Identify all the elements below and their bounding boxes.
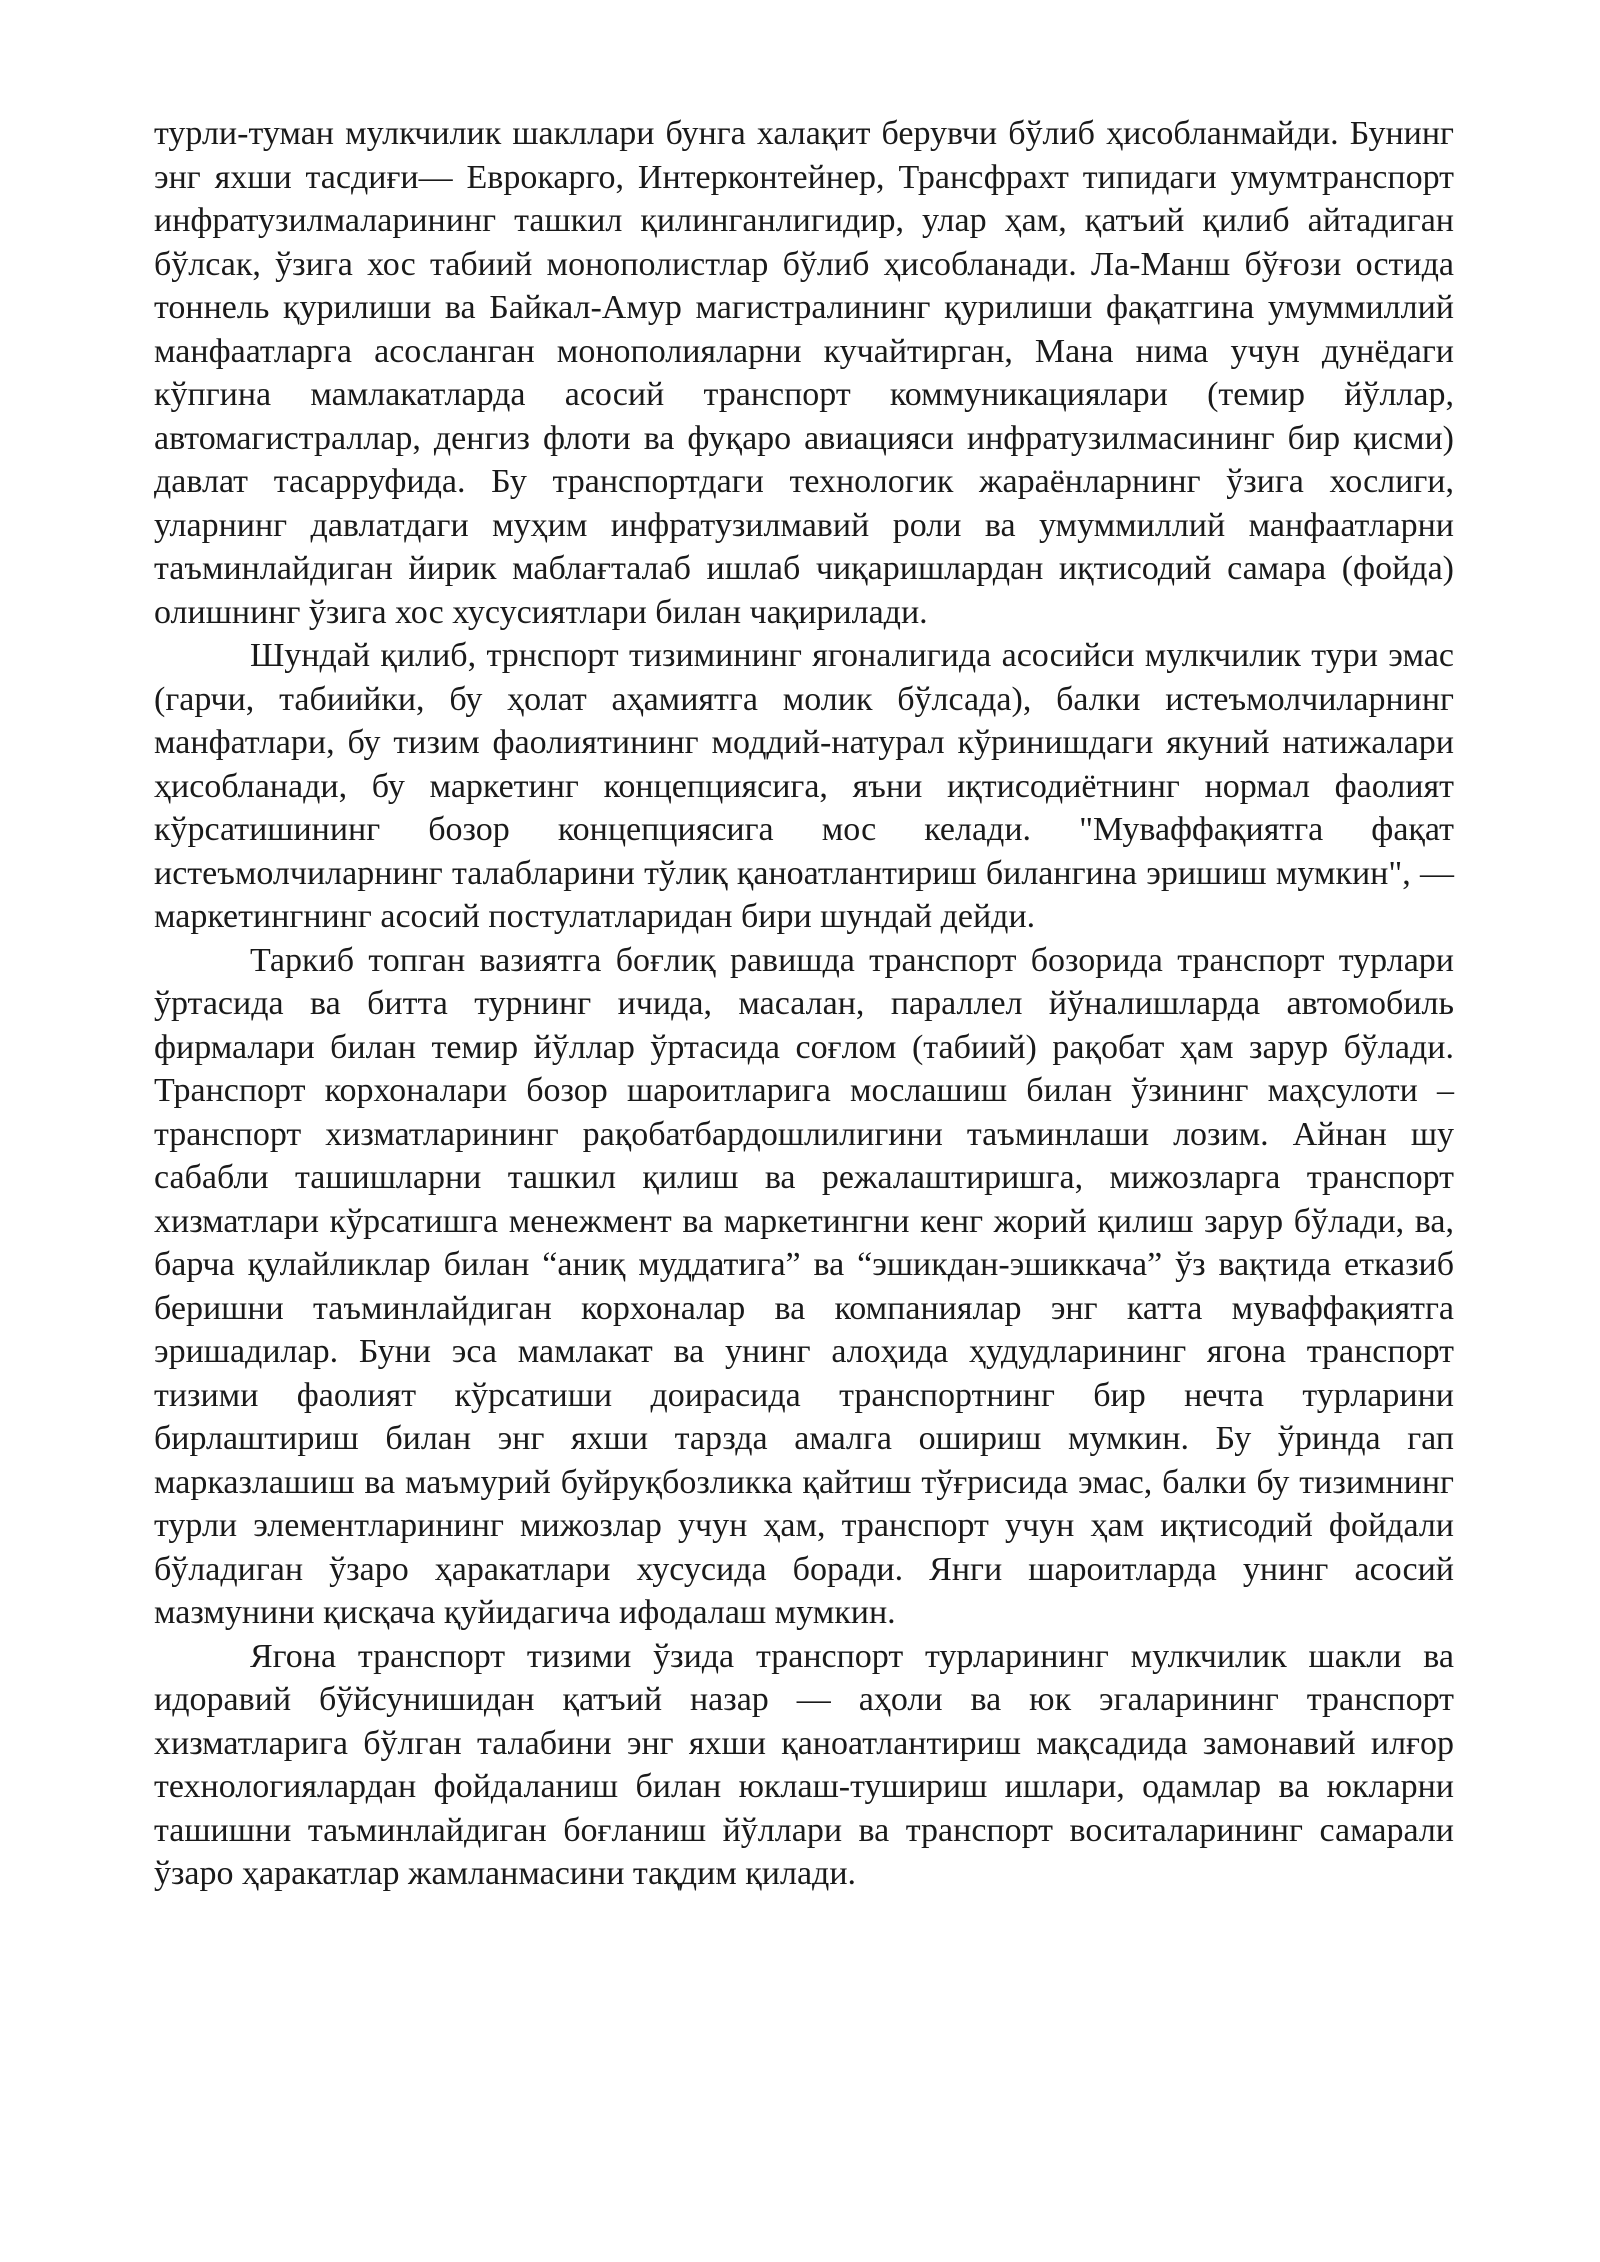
paragraph-4: Ягона транспорт тизими ўзида транспорт турларининг мулкчилик шакли ва идоравий бўйсунишидан қатъий назар — аҳоли ва юк эгаларининг транспорт хизматларига бўлган талабини энг яхши қаноатлантириш мақсадида замонавий илғор технологиялардан фойдаланиш билан юклаш-тушириш ишлари, одамлар ва юкларни ташишни таъминлайдиган боғланиш йўллари ва транспорт воситаларининг самарали ўзаро ҳаракатлар жамланмасини тақдим қилади. bbox=[154, 1637, 1454, 1892]
paragraph-3: Таркиб топган вазиятга боғлиқ равишда транспорт бозорида транспорт турлари ўртасида ва битта турнинг ичида, масалан, параллел йўналишларда автомобиль фирмалари билан темир йўллар ўртасида соғлом (табиий) рақобат ҳам зарур бўлади. Транспорт корхоналари бозор шароитларига мослашиш билан ўзининг маҳсулоти – транспорт хизматларининг рақобатбардошлилигини таъминлаши лозим. Айнан шу сабабли ташишларни ташкил қилиш ва режалаштиришга, мижозларга транспорт хизматлари кўрсатишга менежмент ва маркетингни кенг жорий қилиш зарур бўлади, ва, барча қулайликлар билан “аниқ муддатига” ва “эшикдан-эшиккача” ўз вақтида етказиб беришни таъминлайдиган корхоналар ва компаниялар энг катта муваффақиятга эришадилар. Буни эса мамлакат ва унинг алоҳида ҳудудларининг ягона транспорт тизими фаолият кўрсатиши доирасида транспортнинг бир нечта турларини бирлаштириш билан энг яхши тарзда амалга ошириш мумкин. Бу ўринда гап марказлашиш ва маъмурий буйруқбозликка қайтиш тўғрисида эмас, балки бу тизимнинг турли элементларининг мижозлар учун ҳам, транспорт учун ҳам иқтисодий фойдали бўладиган ўзаро ҳаракатлари хусусида боради. Янги шароитларда унинг асосий мазмунини қисқача қуйидагича ифодалаш мумкин. bbox=[154, 941, 1454, 1631]
paragraph-2: Шундай қилиб, трнспорт тизимининг ягоналигида асосийси мулкчилик тури эмас (гарчи, табиийки, бу ҳолат аҳамиятга молик бўлсада), балки истеъмолчиларнинг манфатлари, бу тизим фаолиятининг моддий-натурал кўринишдаги якуний натижалари ҳисобланади, бу маркетинг концепциясига, яъни иқтисодиётнинг нормал фаолият кўрсатишининг бозор концепциясига мос келади. "Муваффақиятга фақат истеъмолчиларнинг талабларини тўлиқ қаноатлантириш билангина эришиш мумкин", — маркетингнинг асосий постулатларидан бири шундай дейди. bbox=[154, 637, 1454, 935]
document-page bbox=[154, 112, 1454, 1896]
paragraph-1: турли-туман мулкчилик шакллари бунга халақит берувчи бўлиб ҳисобланмайди. Бунинг энг яхши тасдиғи— Еврокарго, Интерконтейнер, Трансфрахт типидаги умумтранспорт инфратузилмаларининг ташкил қилинганлигидир, улар ҳам, қатъий қилиб айтадиган бўлсак, ўзига хос табиий монополистлар бўлиб ҳисобланади. Ла-Манш бўғози остида тоннель қурилиши ва Байкал-Амур магистралининг қурилиши фақатгина умуммиллий манфаатларга асосланган монополияларни кучайтирган, Мана нима учун дунёдаги кўпгина мамлакатларда асосий транспорт коммуникациялари (темир йўллар, автомагистраллар, денгиз флоти ва фуқаро авиацияси инфратузилмасининг бир қисми) давлат тасарруфида. Бу транспортдаги технологик жараёнларнинг ўзига хослиги, уларнинг давлатдаги муҳим инфратузилмавий роли ва умуммиллий манфаатларни таъминлайдиган йирик маблағталаб ишлаб чиқаришлардан иқтисодий самара (фойда) олишнинг ўзига хос хусусиятлари билан чақирилади. bbox=[154, 115, 1454, 631]
